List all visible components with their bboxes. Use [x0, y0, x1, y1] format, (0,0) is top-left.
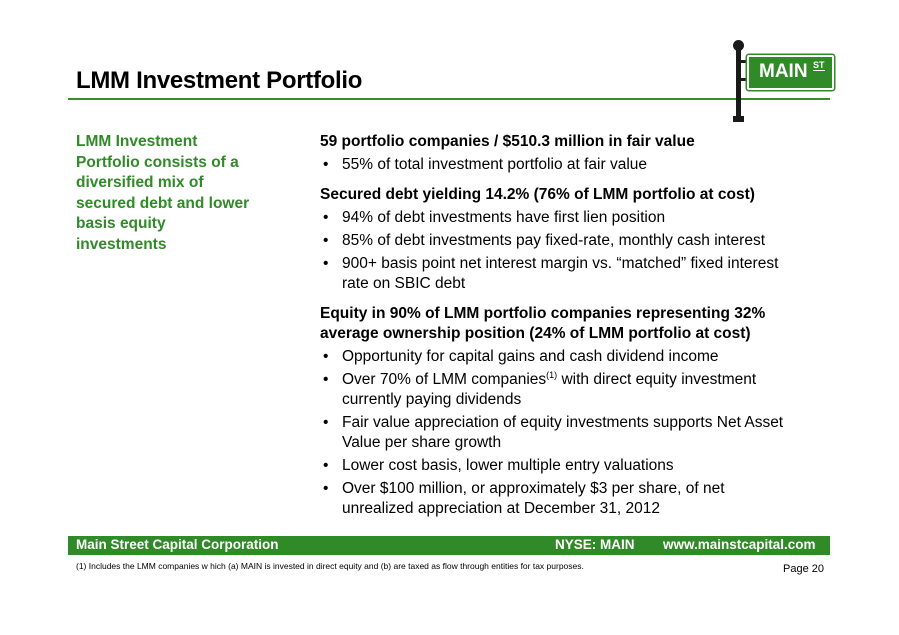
bullet-text-part: Over 70% of LMM companies	[342, 371, 547, 388]
page-title: LMM Investment Portfolio	[76, 67, 363, 94]
sidebar-summary	[76, 132, 276, 255]
section-heading	[320, 185, 810, 205]
page-number: Page 20	[783, 563, 824, 575]
heading-line: 59 portfolio companies / $510.3 million in fair value	[320, 133, 695, 150]
bullet-text: Fair value appreciation of equity investments supports Net Asset	[342, 414, 784, 431]
sidebar-line: Portfolio consists of a	[76, 153, 239, 171]
bullet-text: Value per share growth	[342, 434, 502, 451]
street-sign	[747, 55, 834, 90]
bullet-dot: •	[323, 209, 329, 226]
bullet-text: 900+ basis point net interest margin vs. “matched” fixed interest	[342, 255, 779, 272]
bullet-dot: •	[323, 156, 329, 173]
sign-pole-cap	[733, 40, 744, 51]
bullet-text: rate on SBIC debt	[342, 275, 466, 292]
bullet-dot: •	[323, 348, 329, 365]
bullet-dot: •	[323, 371, 329, 388]
bullet-text: Lower cost basis, lower multiple entry valuations	[342, 457, 674, 474]
bullet-text: 55% of total investment portfolio at fair value	[342, 156, 647, 173]
bullet-dot: •	[323, 255, 329, 272]
sidebar-line: LMM Investment	[76, 133, 198, 150]
sidebar-line: investments	[76, 235, 167, 253]
sidebar-line: basis equity	[76, 215, 166, 232]
bullet-text: currently paying dividends	[342, 391, 522, 408]
bullet-dot: •	[323, 480, 329, 497]
section-heading	[320, 132, 810, 152]
bullet-dot: •	[323, 232, 329, 249]
bullet-dot: •	[323, 414, 329, 431]
bullet-text: Opportunity for capital gains and cash dividend income	[342, 348, 719, 365]
heading-line: average ownership position (24% of LMM portfolio at cost)	[320, 325, 751, 342]
bullet-item	[320, 347, 810, 367]
section-heading	[320, 304, 810, 344]
sign-pole-base	[733, 116, 744, 122]
bullet-dot: •	[323, 457, 329, 474]
bullet-item	[320, 413, 810, 453]
bullet-item	[320, 208, 810, 228]
footer-company: Main Street Capital Corporation	[76, 537, 279, 552]
content-body	[320, 132, 810, 519]
bullet-item	[320, 456, 810, 476]
main-street-logo	[726, 40, 836, 122]
footnote-marker: (1)	[546, 370, 558, 380]
bullet-item	[320, 231, 810, 251]
bullet-item	[320, 479, 810, 519]
heading-line: Equity in 90% of LMM portfolio companies representing 32%	[320, 305, 766, 322]
bullet-item	[320, 370, 810, 410]
title-rule	[68, 98, 830, 100]
logo-superscript: ST	[813, 60, 825, 70]
bullet-text-part: with direct equity investment	[561, 371, 757, 388]
footnote: (1) Includes the LMM companies w hich (a) MAIN is invested in direct equity and (b) are taxed as flow through entities for tax purposes.	[76, 561, 584, 571]
bullet-text: 94% of debt investments have first lien position	[342, 209, 666, 226]
bullet-text	[342, 370, 810, 390]
logo-text: MAIN	[759, 61, 808, 82]
sidebar-line: secured debt and lower	[76, 194, 250, 212]
bullet-item	[320, 254, 810, 294]
heading-line: Secured debt yielding 14.2% (76% of LMM portfolio at cost)	[320, 186, 755, 203]
bullet-item	[320, 155, 810, 175]
footer-bar	[68, 536, 830, 555]
footer-ticker: NYSE: MAIN	[555, 537, 635, 552]
sidebar-line: diversified mix of	[76, 174, 204, 191]
footer-website[interactable]: www.mainstcapital.com	[663, 537, 816, 552]
bullet-text: unrealized appreciation at December 31, 2012	[342, 500, 660, 517]
bullet-text: 85% of debt investments pay fixed-rate, monthly cash interest	[342, 232, 766, 249]
bullet-text: Over $100 million, or approximately $3 per share, of net	[342, 480, 725, 497]
